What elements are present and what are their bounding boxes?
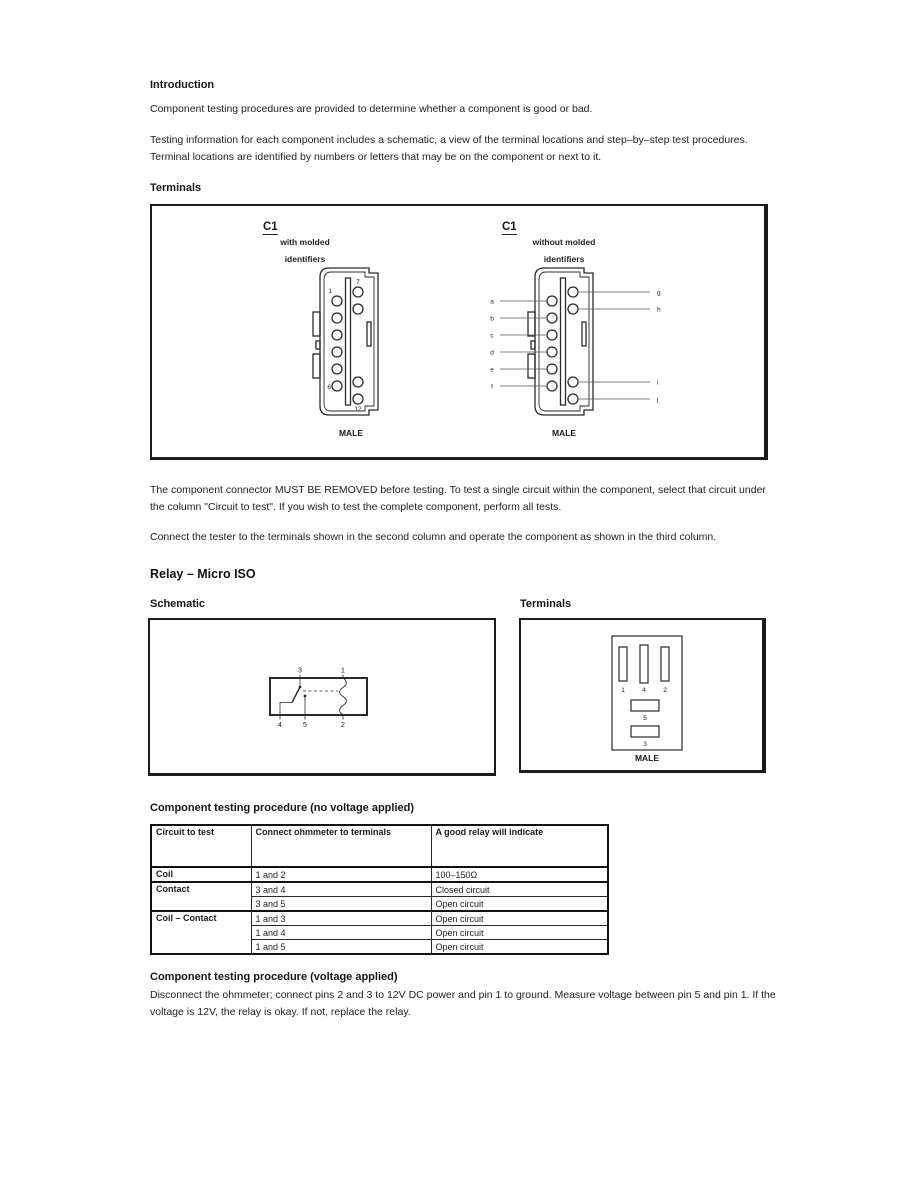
relay-terminal-2: 2 [663,687,667,694]
pin-label-1: 1 [328,288,332,295]
relay-terminal-4: 4 [642,687,646,694]
table-header-row [151,825,608,867]
schematic-label: Schematic [150,598,206,610]
connector-with-molded-identifiers-drawing [308,262,392,438]
pin-label-b: b [490,315,494,323]
cell-terminals: 3 and 5 [251,897,431,912]
relay-schematic-box [148,618,496,776]
cell-indicate: Open circuit [431,911,608,926]
relay-terminal-3: 3 [643,741,647,748]
connector-left-subtitle-1: with molded [280,237,330,247]
intro-paragraph-1: Component testing procedures are provided to determine whether a component is good or bad. [150,103,593,115]
pin-label-h: h [657,306,661,314]
schematic-pin-1: 1 [341,667,345,675]
schematic-pin-2: 2 [341,722,345,729]
cell-terminals: 3 and 4 [251,882,431,897]
cell-indicate: Closed circuit [431,882,608,897]
pin-label-j: j [657,396,659,404]
cell-circuit: Coil [151,867,251,882]
schematic-pin-3: 3 [298,667,302,675]
relay-section-heading: Relay – Micro ISO [150,567,256,581]
relay-terminals-box [519,618,766,773]
pin-label-6: 6 [327,384,331,391]
connector-right-subtitle-1: without molded [532,237,596,247]
col-good-relay: A good relay will indicate [431,825,608,867]
pin-label-7: 7 [356,279,360,286]
connector-left-gender-label: MALE [338,428,364,438]
relay-terminal-1: 1 [621,687,625,694]
pin-label-i: i [657,379,659,387]
cell-indicate: Open circuit [431,940,608,955]
relay-terminals-label: Terminals [520,598,572,610]
col-circuit-to-test: Circuit to test [151,825,251,867]
component-test-table [150,824,609,955]
test-table-heading: Component testing procedure (no voltage applied) [150,802,415,814]
voltage-section-heading: Component testing procedure (voltage applied) [150,971,398,983]
connector-right-gender-label: MALE [551,428,577,438]
cell-indicate: 100–150Ω [431,867,608,882]
pin-label-d: d [490,349,494,357]
pin-label-g: g [657,289,661,297]
pin-label-12: 12 [354,406,362,413]
cell-circuit: Coil – Contact [151,911,251,954]
pin-label-a: a [490,298,494,306]
schematic-pin-4: 4 [278,722,282,729]
table-row [151,882,608,897]
table-row [151,911,608,926]
cell-indicate: Open circuit [431,926,608,940]
connector-right-subtitle-2: identifiers [543,254,585,264]
pin-label-e: e [490,366,494,374]
terminals-heading: Terminals [150,182,202,194]
after-diagram-paragraph-2: Connect the tester to the terminals shown in the second column and operate the component as shown in the third column. [150,531,717,543]
voltage-section-body: Disconnect the ohmmeter; connect pins 2 and 3 to 12V DC power and pin 1 to ground. Measure voltage between pin 5 and pin 1. If the voltage is 12V, the relay is okay. If not, replace the relay. [150,989,776,1018]
relay-terminals-drawing [610,632,686,757]
pin-label-c: c [490,332,494,340]
cell-terminals: 1 and 4 [251,926,431,940]
intro-heading: Introduction [150,79,215,91]
relay-terminals-gender-label: MALE [634,753,660,763]
relay-terminal-5: 5 [643,715,647,722]
connector-left-title: C1 [263,221,278,233]
table-row [151,867,608,882]
relay-schematic-drawing [258,664,378,739]
connector-left-subtitle-2: identifiers [284,254,326,264]
cell-indicate: Open circuit [431,897,608,912]
cell-terminals: 1 and 2 [251,867,431,882]
cell-terminals: 1 and 5 [251,940,431,955]
terminals-diagram-box [150,204,768,460]
schematic-pin-5: 5 [303,722,307,729]
connector-right-title: C1 [502,221,517,233]
intro-paragraph-2: Testing information for each component includes a schematic, a view of the terminal locations and step–by–step test procedures. Terminal locations are identified by numbers or letters that may be on the component or next to it. [150,134,748,163]
cell-circuit: Contact [151,882,251,911]
cell-terminals: 1 and 3 [251,911,431,926]
after-diagram-paragraph-1: The component connector MUST BE REMOVED before testing. To test a single circuit within the component, select that circuit under the column "Circuit to test". If you wish to test the complete component, perform all tests. [150,484,766,513]
col-connect-ohmmeter: Connect ohmmeter to terminals [251,825,431,867]
connector-without-molded-identifiers-drawing [480,262,670,438]
pin-label-f: f [491,383,493,391]
